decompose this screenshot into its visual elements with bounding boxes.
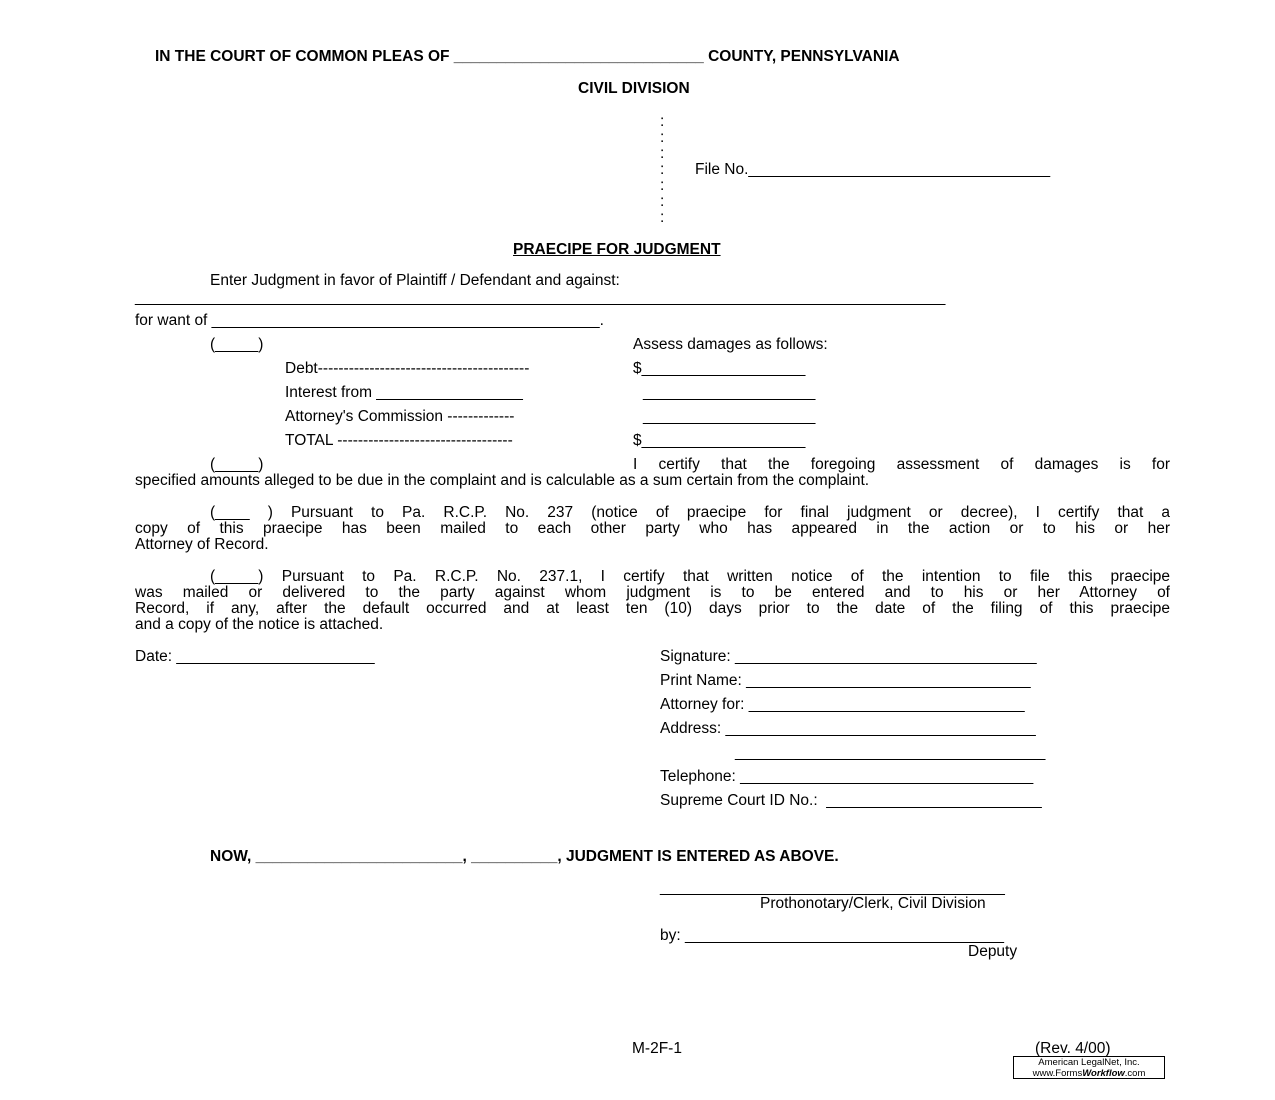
division-heading: CIVIL DIVISION <box>578 80 690 97</box>
total-label: TOTAL ---------------------------------- <box>285 432 513 449</box>
debt-amount-field[interactable]: $___________________ <box>633 360 806 377</box>
rule-237-paragraph: Attorney of Record. <box>135 536 269 553</box>
file-number-field[interactable]: File No.___________________________________ <box>695 161 1051 178</box>
judgment-entered-line[interactable]: NOW, ________________________, __________, JUDGMENT IS ENTERED AS ABOVE. <box>210 848 839 865</box>
caption-colon: : <box>660 177 665 194</box>
deputy-label: Deputy <box>968 943 1018 960</box>
court-heading: IN THE COURT OF COMMON PLEAS OF _____________________________ COUNTY, PENNSYLVANIA <box>155 48 900 65</box>
certify-assessment-checkbox[interactable]: (_____) <box>210 456 264 473</box>
attorney-for-field[interactable]: Attorney for: ________________________________ <box>660 696 1025 713</box>
clerk-signature-field[interactable]: ________________________________________ <box>660 879 1005 896</box>
date-field[interactable]: Date: _______________________ <box>135 648 375 665</box>
deputy-signature-field[interactable]: by: _____________________________________ <box>660 927 1004 944</box>
for-want-of-field[interactable]: for want of _____________________________________________. <box>135 312 604 329</box>
publisher-name: American LegalNet, Inc. <box>1038 1057 1140 1068</box>
caption-colon: : <box>660 161 665 178</box>
rule-237-paragraph: (____ ) Pursuant to Pa. R.C.P. No. 237 (notice of praecipe for final judgment or decree), I certify that a <box>210 504 1170 521</box>
clerk-label: Prothonotary/Clerk, Civil Division <box>760 895 986 912</box>
enter-judgment-text: Enter Judgment in favor of Plaintiff / Defendant and against: <box>210 272 620 289</box>
print-name-field[interactable]: Print Name: _________________________________ <box>660 672 1031 689</box>
rule-237-1-paragraph: Record, if any, after the default occurred and at least ten (10) days prior to the date of the filing of this praecipe <box>135 600 1170 617</box>
revision-label: (Rev. 4/00) <box>1035 1040 1111 1057</box>
total-amount-field[interactable]: $___________________ <box>633 432 806 449</box>
rule-237-paragraph: copy of this praecipe has been mailed to each other party who has appeared in the action or to his or her <box>135 520 1170 537</box>
address-field[interactable]: Address: ____________________________________ <box>660 720 1036 737</box>
interest-from-field[interactable]: Interest from _________________ <box>285 384 523 401</box>
certify-assessment-text: I certify that the foregoing assessment of damages is for <box>633 456 1170 473</box>
rule-237-1-paragraph: and a copy of the notice is attached. <box>135 616 384 633</box>
caption-colon: : <box>660 209 665 226</box>
telephone-field[interactable]: Telephone: __________________________________ <box>660 768 1034 785</box>
debt-label: Debt----------------------------------------- <box>285 360 530 377</box>
commission-label: Attorney's Commission ------------- <box>285 408 515 425</box>
address-line-2-field[interactable]: ____________________________________ <box>735 744 1046 761</box>
signature-field[interactable]: Signature: ___________________________________ <box>660 648 1037 665</box>
against-party-field[interactable]: ______________________________________________________________________________________________ <box>135 289 946 306</box>
assess-damages-heading: Assess damages as follows: <box>633 336 828 353</box>
supreme-court-id-field[interactable]: Supreme Court ID No.: _________________________ <box>660 792 1042 809</box>
caption-colon: : <box>660 193 665 210</box>
interest-amount-field[interactable]: ____________________ <box>643 384 816 401</box>
publisher-badge <box>1013 1056 1165 1079</box>
document-title: PRAECIPE FOR JUDGMENT <box>513 241 721 258</box>
publisher-url: www.FormsWorkflow.com <box>1032 1068 1146 1079</box>
certify-assessment-text: specified amounts alleged to be due in the complaint and is calculable as a sum certain from the complaint. <box>135 472 870 489</box>
caption-colon: : <box>660 129 665 146</box>
rule-237-1-paragraph: (_____) Pursuant to Pa. R.C.P. No. 237.1, I certify that written notice of the intention to file this praecipe <box>210 568 1170 585</box>
rule-237-1-paragraph: was mailed or delivered to the party against whom judgment is to be entered and to his or her Attorney of <box>135 584 1170 601</box>
form-code: M-2F-1 <box>632 1040 682 1057</box>
commission-amount-field[interactable]: ____________________ <box>643 408 816 425</box>
caption-colon: : <box>660 145 665 162</box>
caption-colon: : <box>660 113 665 130</box>
assess-damages-checkbox[interactable]: (_____) <box>210 336 264 353</box>
